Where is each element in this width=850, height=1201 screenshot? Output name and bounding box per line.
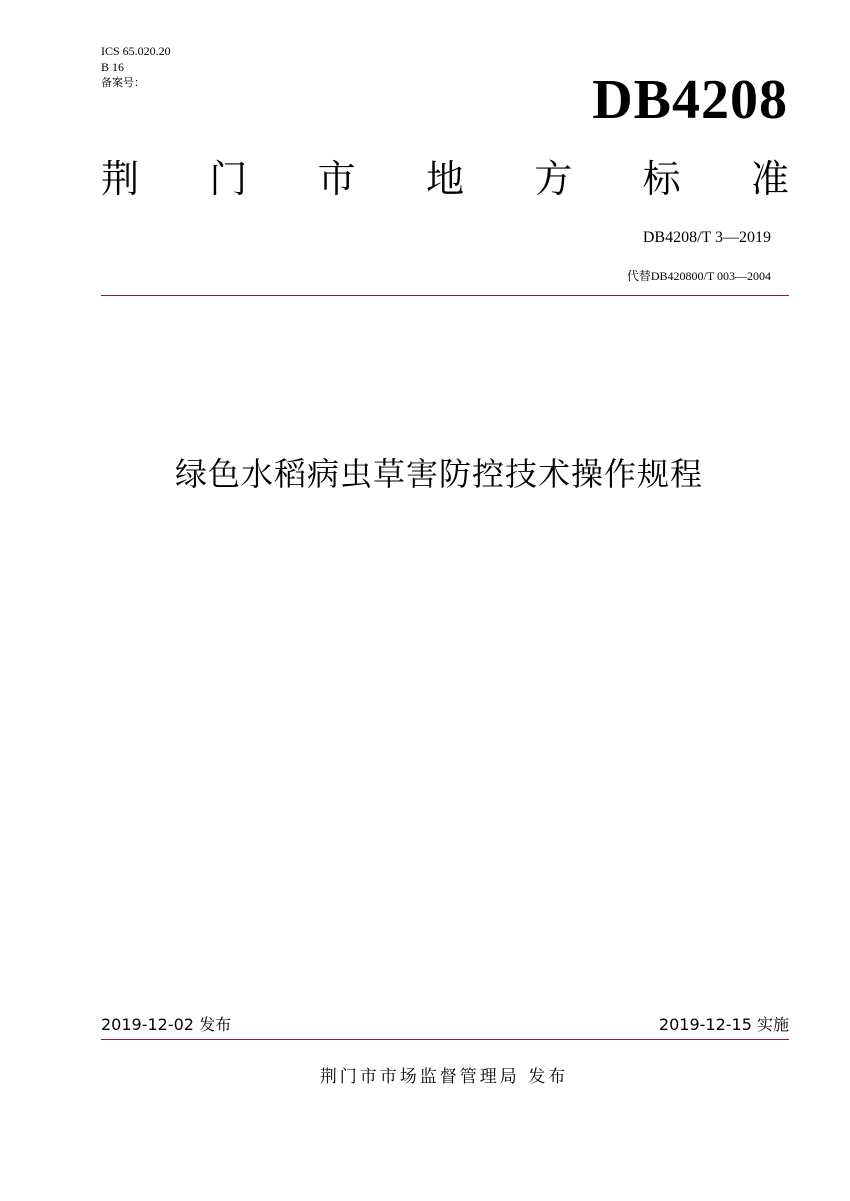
ccs-code: B 16 (101, 60, 125, 74)
header-divider (101, 295, 789, 296)
heading-char: 准 (750, 157, 789, 201)
footer-divider (101, 1039, 789, 1040)
document-title: 绿色水稻病虫草害防控技术操作规程 (174, 455, 703, 493)
issue-date: 2019-12-02 发布 (101, 1015, 232, 1034)
standard-type-heading (101, 155, 789, 203)
implementation-date: 2019-12-15 实施 (658, 1015, 789, 1034)
heading-char: 地 (425, 157, 464, 201)
heading-char: 市 (317, 157, 356, 201)
replaces-note: 代替DB420800/T 003—2004 (626, 269, 771, 283)
heading-char: 门 (209, 157, 248, 201)
heading-char: 标 (642, 157, 681, 201)
heading-char: 方 (534, 157, 573, 201)
publisher: 荆门市市场监督管理局 发布 (319, 1067, 569, 1087)
heading-char: 荆 (101, 157, 140, 201)
document-number: DB4208/T 3—2019 (642, 229, 771, 246)
ics-code: ICS 65.020.20 (101, 44, 171, 58)
filing-number-label: 备案号： (101, 76, 145, 89)
standard-code: DB4208 (592, 69, 788, 131)
